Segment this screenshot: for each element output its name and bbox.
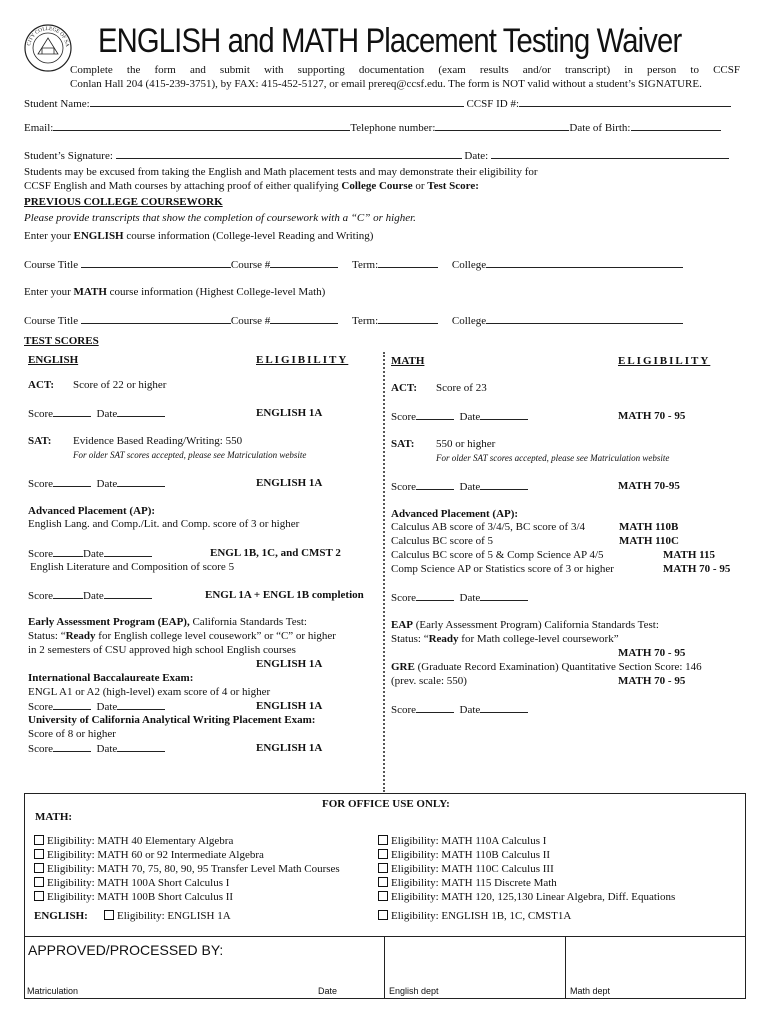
english-eap-status	[28, 630, 336, 642]
ccsf-id-label: CCSF ID #:	[466, 98, 520, 110]
english-eap-line-2: in 2 semesters of CSU approved high school English courses	[28, 644, 296, 656]
college-label: College	[451, 259, 487, 271]
ccsf-id-input[interactable]	[519, 97, 731, 107]
status-text: for English college level cousework” or “C” or higher	[95, 630, 336, 642]
english-course-row	[24, 258, 683, 271]
english-ap-score-row-1	[28, 547, 152, 560]
ready-text: Ready	[65, 630, 96, 642]
score-label: Score	[28, 743, 54, 755]
date-label: Date	[96, 478, 118, 490]
date-label: Date	[83, 548, 104, 560]
math-course-title-input[interactable]	[81, 314, 231, 324]
office-english-label: ENGLISH:	[34, 910, 88, 922]
student-name-input[interactable]	[90, 97, 464, 107]
math-course-prompt	[24, 286, 325, 298]
math-gre-score-row	[391, 703, 528, 716]
math-ap-score-row	[391, 591, 528, 604]
english-uc-score-input[interactable]	[53, 742, 91, 752]
office-item-label: Eligibility: MATH 60 or 92 Intermediate Algebra	[47, 849, 264, 861]
math-gre-line-2: (prev. scale: 550)	[391, 675, 467, 687]
signature-input[interactable]	[116, 149, 462, 159]
office-english-left[interactable]	[104, 910, 231, 922]
english-ib-heading: International Baccalaureate Exam:	[28, 672, 194, 684]
math-ap-row-3-eligibility: MATH 115	[663, 549, 716, 561]
math-ap-row-3-text: Calculus BC score of 5 & Comp Science AP 4/5	[391, 549, 604, 561]
score-label: Score	[391, 592, 417, 604]
math-act-score-row	[391, 410, 528, 423]
english-ib-line: ENGL A1 or A2 (high-level) exam score of 4 or higher	[28, 686, 271, 698]
college-label: College	[451, 315, 487, 327]
english-ib-score-row	[28, 700, 165, 713]
telephone-input[interactable]	[435, 121, 569, 131]
date-label: Date	[96, 408, 118, 420]
office-right-item-1[interactable]	[378, 835, 546, 847]
term-label: Term:	[352, 259, 379, 271]
english-course-title-input[interactable]	[81, 258, 231, 268]
math-gre-eligibility: MATH 70 - 95	[618, 675, 686, 687]
english-ap-heading: Advanced Placement (AP):	[28, 505, 156, 517]
office-right-item-3[interactable]	[378, 863, 554, 875]
date-label: Date	[96, 743, 118, 755]
approved-divider	[24, 936, 746, 937]
english-act-eligibility: ENGLISH 1A	[256, 407, 323, 419]
math-eap-heading	[391, 619, 659, 631]
math-ap-row-1-eligibility: MATH 110B	[619, 521, 679, 533]
english-sat-text: Evidence Based Reading/Writing: 550	[73, 435, 243, 447]
eap-title-rest: California Standards Test:	[189, 616, 307, 628]
signature-label: Student’s Signature:	[24, 150, 113, 162]
math-act-date-input[interactable]	[480, 410, 528, 420]
status-text: Status: “	[28, 630, 66, 642]
english-ap-eligibility-1: ENGL 1B, 1C, and CMST 2	[210, 547, 341, 559]
english-course-num-input[interactable]	[270, 258, 338, 268]
approved-col-divider-2	[565, 936, 566, 999]
english-ib-score-input[interactable]	[53, 700, 91, 710]
math-column-header: MATH	[391, 355, 425, 367]
status-text: for Math college-level coursework”	[458, 633, 619, 645]
date-label: Date	[459, 411, 481, 423]
english-ap2-score-input[interactable]	[53, 589, 83, 599]
score-label: Score	[391, 411, 417, 423]
english-ap-score-row-2	[28, 589, 152, 602]
date-label: Date	[459, 481, 481, 493]
english-uc-heading: University of California Analytical Writing Placement Exam:	[28, 714, 316, 726]
prompt-text: Enter your	[24, 230, 74, 242]
math-word: MATH	[73, 286, 107, 298]
english-uc-line: Score of 8 or higher	[28, 728, 116, 740]
email-row	[24, 121, 721, 134]
approved-date-label[interactable]: Date	[318, 986, 338, 996]
checkbox-icon[interactable]	[34, 891, 44, 901]
prompt-text: Enter your	[24, 286, 74, 298]
prompt-text: course information (College-level Reading and Writing)	[123, 230, 374, 242]
checkbox-icon[interactable]	[378, 891, 388, 901]
intro-line-2	[24, 180, 479, 192]
math-ap-row-4-eligibility: MATH 70 - 95	[663, 563, 731, 575]
score-label: Score	[391, 704, 417, 716]
college-course-text: College Course	[341, 180, 413, 192]
column-divider	[383, 352, 385, 792]
english-course-prompt	[24, 230, 373, 242]
math-ap-row-2-text: Calculus BC score of 5	[391, 535, 494, 547]
english-column-header: ENGLISH	[28, 354, 79, 366]
checkbox-icon[interactable]	[378, 877, 388, 887]
math-eap-eligibility: MATH 70 - 95	[618, 647, 686, 659]
office-english-right[interactable]	[378, 910, 571, 922]
math-gre-score-input[interactable]	[416, 703, 454, 713]
prev-coursework-heading: PREVIOUS COLLEGE COURSEWORK	[24, 196, 223, 208]
intro-text: CCSF English and Math courses by attaching proof of either qualifying	[24, 180, 342, 192]
status-text: Status: “	[391, 633, 429, 645]
math-college-input[interactable]	[486, 314, 683, 324]
math-sat-date-input[interactable]	[480, 480, 528, 490]
gre-title: GRE	[391, 661, 415, 673]
checkbox-icon[interactable]	[104, 910, 114, 920]
english-ap1-score-input[interactable]	[53, 547, 83, 557]
score-label: Score	[391, 481, 417, 493]
date-label: Date	[96, 701, 118, 713]
date-label: Date	[459, 704, 481, 716]
english-ap-eligibility-2: ENGL 1A + ENGL 1B completion	[205, 589, 364, 601]
test-scores-heading: TEST SCORES	[24, 335, 99, 347]
checkbox-icon[interactable]	[34, 835, 44, 845]
english-act-text: Score of 22 or higher	[73, 379, 167, 391]
student-name-label: Student Name:	[24, 98, 90, 110]
math-sat-text: 550 or higher	[436, 438, 496, 450]
english-eligibility-header: ELIGIBILITY	[256, 354, 349, 366]
english-sat-label: SAT:	[28, 435, 52, 447]
math-ap-date-input[interactable]	[480, 591, 528, 601]
office-item-label: Eligibility: MATH 40 Elementary Algebra	[47, 835, 234, 847]
english-act-label: ACT:	[28, 379, 55, 391]
math-act-eligibility: MATH 70 - 95	[618, 410, 686, 422]
math-sat-label: SAT:	[391, 438, 415, 450]
math-act-text: Score of 23	[436, 382, 487, 394]
office-right-item-4[interactable]	[378, 877, 557, 889]
math-ap-score-input[interactable]	[416, 591, 454, 601]
seal-text: CITY COLLEGE OF SA	[26, 25, 71, 48]
office-right-item-2[interactable]	[378, 849, 550, 861]
score-label: Score	[28, 548, 54, 560]
course-title-label: Course Title	[24, 315, 79, 327]
signature-row	[24, 149, 729, 162]
office-item-label: Eligibility: MATH 110A Calculus I	[391, 835, 547, 847]
date-label: Date:	[464, 150, 489, 162]
checkbox-icon[interactable]	[378, 910, 388, 920]
office-left-item-5[interactable]	[34, 891, 233, 903]
english-dept-label[interactable]: English dept	[389, 986, 439, 996]
office-item-label: Eligibility: MATH 120, 125,130 Linear Algebra, Diff. Equations	[391, 891, 676, 903]
english-college-input[interactable]	[486, 258, 683, 268]
math-gre-heading	[391, 661, 702, 673]
english-word: ENGLISH	[73, 230, 124, 242]
math-sat-eligibility: MATH 70-95	[618, 480, 680, 492]
email-input[interactable]	[53, 121, 350, 131]
intro-line-1: Students may be excused from taking the English and Math placement tests and may demonstrate their eligibility for	[24, 166, 538, 178]
office-math-label: MATH:	[35, 811, 73, 823]
math-course-row	[24, 314, 683, 327]
term-label: Term:	[352, 315, 379, 327]
checkbox-icon[interactable]	[378, 835, 388, 845]
office-item-label: Eligibility: MATH 70, 75, 80, 90, 95 Transfer Level Math Courses	[47, 863, 340, 875]
approved-col-divider-1	[384, 936, 385, 999]
english-ap1-date-input[interactable]	[104, 547, 152, 557]
score-label: Score	[28, 408, 54, 420]
matriculation-label[interactable]: Matriculation	[27, 986, 79, 996]
score-label: Score	[28, 590, 54, 602]
eap-title: Early Assessment Program (EAP),	[28, 616, 190, 628]
form-title: ENGLISH and MATH Placement Testing Waiver	[98, 22, 682, 60]
checkbox-icon[interactable]	[34, 849, 44, 859]
approved-label: APPROVED/PROCESSED BY:	[28, 942, 224, 958]
checkbox-icon[interactable]	[34, 877, 44, 887]
office-item-label: Eligibility: ENGLISH 1B, 1C, CMST1A	[391, 910, 572, 922]
dob-input[interactable]	[631, 121, 721, 131]
score-label: Score	[28, 701, 54, 713]
score-label: Score	[28, 478, 54, 490]
english-uc-eligibility: ENGLISH 1A	[256, 742, 323, 754]
english-ap-line-2: English Literature and Composition of score 5	[30, 561, 235, 573]
office-left-item-2[interactable]	[34, 849, 264, 861]
office-item-label: Eligibility: MATH 100B Short Calculus II	[47, 891, 234, 903]
english-act-date-input[interactable]	[117, 407, 165, 417]
office-item-label: Eligibility: MATH 100A Short Calculus I	[47, 877, 230, 889]
math-sat-note: For older SAT scores accepted, please see Matriculation website	[436, 453, 670, 463]
gre-text: (Graduate Record Examination) Quantitative Section Score: 146	[414, 661, 702, 673]
or-text: or	[412, 180, 428, 192]
english-ib-eligibility: ENGLISH 1A	[256, 700, 323, 712]
english-uc-date-input[interactable]	[117, 742, 165, 752]
college-seal	[24, 24, 72, 72]
english-eap-heading	[28, 616, 307, 628]
math-eligibility-header: ELIGIBILITY	[618, 355, 711, 367]
office-use-heading: FOR OFFICE USE ONLY:	[322, 798, 450, 810]
telephone-label: Telephone number:	[350, 122, 436, 134]
math-ap-heading: Advanced Placement (AP):	[391, 508, 519, 520]
english-sat-note: For older SAT scores accepted, please see Matriculation website	[73, 450, 307, 460]
math-act-score-input[interactable]	[416, 410, 454, 420]
english-ap-line-1: English Lang. and Comp./Lit. and Comp. score of 3 or higher	[28, 518, 300, 530]
checkbox-icon[interactable]	[378, 863, 388, 873]
checkbox-icon[interactable]	[378, 849, 388, 859]
english-act-score-input[interactable]	[53, 407, 91, 417]
office-item-label: Eligibility: MATH 115 Discrete Math	[391, 877, 557, 889]
math-sat-score-input[interactable]	[416, 480, 454, 490]
math-course-num-input[interactable]	[270, 314, 338, 324]
instructions-line-2: Conlan Hall 204 (415-239-3751), by FAX: 415-452-5127, or email prereq@ccsf.edu. The form is NOT valid without a student’s SIGNATURE.	[70, 78, 702, 90]
math-eap-status	[391, 633, 619, 645]
math-gre-date-input[interactable]	[480, 703, 528, 713]
english-act-score-row	[28, 407, 165, 420]
instructions-line-1: Complete the form and submit with supporting documentation (exam results and/or transcript) in person to CCSF	[70, 64, 740, 76]
math-ap-row-4-text: Comp Science AP or Statistics score of 3 or higher	[391, 563, 614, 575]
office-right-item-5[interactable]	[378, 891, 675, 903]
english-sat-score-row	[28, 477, 165, 490]
eap-title-rest: (Early Assessment Program) California Standards Test:	[413, 619, 659, 631]
math-ap-row-2-eligibility: MATH 110C	[619, 535, 679, 547]
date-label: Date	[83, 590, 104, 602]
math-ap-row-1-text: Calculus AB score of 3/4/5, BC score of 3/4	[391, 521, 586, 533]
course-title-label: Course Title	[24, 259, 79, 271]
prompt-text: course information (Highest College-level Math)	[106, 286, 326, 298]
english-sat-eligibility: ENGLISH 1A	[256, 477, 323, 489]
prev-coursework-note: Please provide transcripts that show the completion of coursework with a “C” or higher.	[24, 212, 416, 224]
office-left-item-1[interactable]	[34, 835, 233, 847]
checkbox-icon[interactable]	[34, 863, 44, 873]
ready-text: Ready	[428, 633, 459, 645]
test-score-text: Test Score:	[427, 180, 479, 192]
eap-title: EAP	[391, 619, 413, 631]
math-sat-score-row	[391, 480, 528, 493]
math-act-label: ACT:	[391, 382, 418, 394]
course-num-label: Course #	[230, 259, 271, 271]
math-term-input[interactable]	[378, 314, 438, 324]
office-left-item-4[interactable]	[34, 877, 229, 889]
date-input[interactable]	[491, 149, 729, 159]
office-left-item-3[interactable]	[34, 863, 340, 875]
email-label: Email:	[24, 122, 54, 134]
english-uc-score-row	[28, 742, 165, 755]
office-item-label: Eligibility: MATH 110C Calculus III	[391, 863, 554, 875]
english-ap2-date-input[interactable]	[104, 589, 152, 599]
english-sat-date-input[interactable]	[117, 477, 165, 487]
english-sat-score-input[interactable]	[53, 477, 91, 487]
date-label: Date	[459, 592, 481, 604]
english-term-input[interactable]	[378, 258, 438, 268]
office-item-label: Eligibility: ENGLISH 1A	[117, 910, 231, 922]
math-dept-label[interactable]: Math dept	[570, 986, 611, 996]
dob-label: Date of Birth:	[569, 122, 631, 134]
svg-text:CITY COLLEGE OF SAN FRANCISCO	[24, 24, 70, 47]
student-name-row	[24, 97, 731, 110]
course-num-label: Course #	[230, 315, 271, 327]
english-ib-date-input[interactable]	[117, 700, 165, 710]
english-eap-eligibility: ENGLISH 1A	[256, 658, 323, 670]
office-item-label: Eligibility: MATH 110B Calculus II	[391, 849, 551, 861]
